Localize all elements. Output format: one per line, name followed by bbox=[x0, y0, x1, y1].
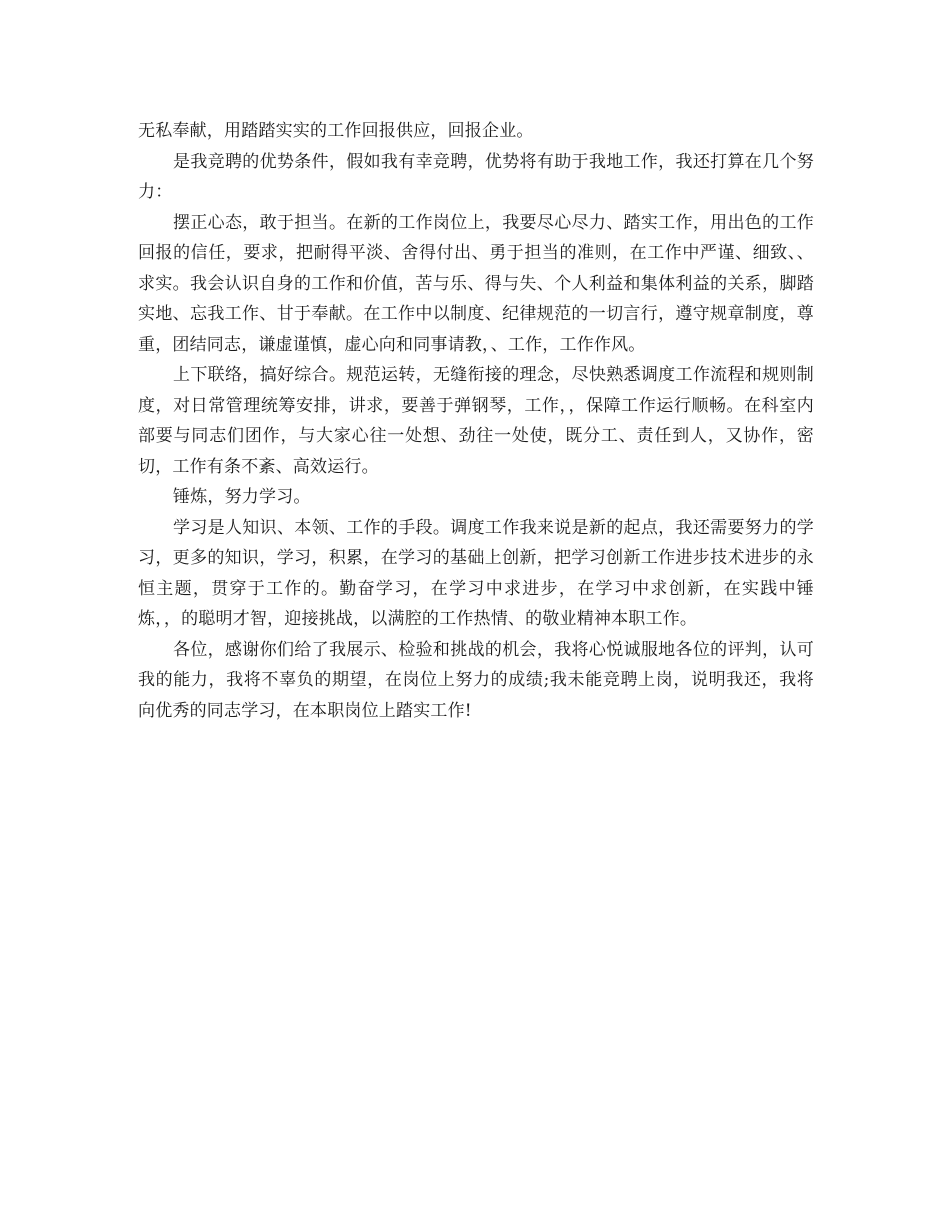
paragraph-closing: 各位，感谢你们给了我展示、检验和挑战的机会，我将心悦诚服地各位的评判，认可我的能力，我将不辜负的期望，在岗位上努力的成绩;我未能竞聘上岗，说明我还，我将向优秀的同志学习，在本职岗位上踏实工作! bbox=[138, 639, 814, 721]
paragraph-advantages: 是我竞聘的优势条件，假如我有幸竞聘，优势将有助于我地工作，我还打算在几个努力： bbox=[138, 151, 814, 202]
paragraph-heading-study: 锤炼，努力学习。 bbox=[173, 487, 311, 507]
paragraph-continuation: 无私奉献，用踏踏实实的工作回报供应，回报企业。 bbox=[138, 121, 534, 141]
paragraph-attitude: 摆正心态，敢于担当。在新的工作岗位上，我要尽心尽力、踏实工作，用出色的工作回报的信任，要求，把耐得平淡、舍得付出、勇于担当的准则，在工作中严谨、细致、、求实。我会认识自身的工作和价值，苦与乐、得与失、个人利益和集体利益的关系，脚踏实地、忘我工作、甘于奉献。在工作中以制度、纪律规范的一切言行，遵守规章制度，尊重，团结同志，谦虚谨慎，虚心向和同事请教，、工作，工作作风。 bbox=[138, 212, 814, 355]
paragraph-coordination: 上下联络，搞好综合。规范运转，无缝衔接的理念，尽快熟悉调度工作流程和规则制度，对日常管理统筹安排，讲求，要善于弹钢琴，工作，，保障工作运行顺畅。在科室内部要与同志们团作，与大家心往一处想、劲往一处使，既分工、责任到人，又协作，密切，工作有条不紊、高效运行。 bbox=[138, 365, 814, 477]
paragraph-study: 学习是人知识、本领、工作的手段。调度工作我来说是新的起点，我还需要努力的学习，更多的知识，学习，积累，在学习的基础上创新，把学习创新工作进步技术进步的永恒主题，贯穿于工作的。勤奋学习，在学习中求进步，在学习中求创新，在实践中锤炼，，的聪明才智，迎接挑战，以满腔的工作热情、的敬业精神本职工作。 bbox=[138, 517, 814, 629]
document-body bbox=[138, 116, 814, 726]
